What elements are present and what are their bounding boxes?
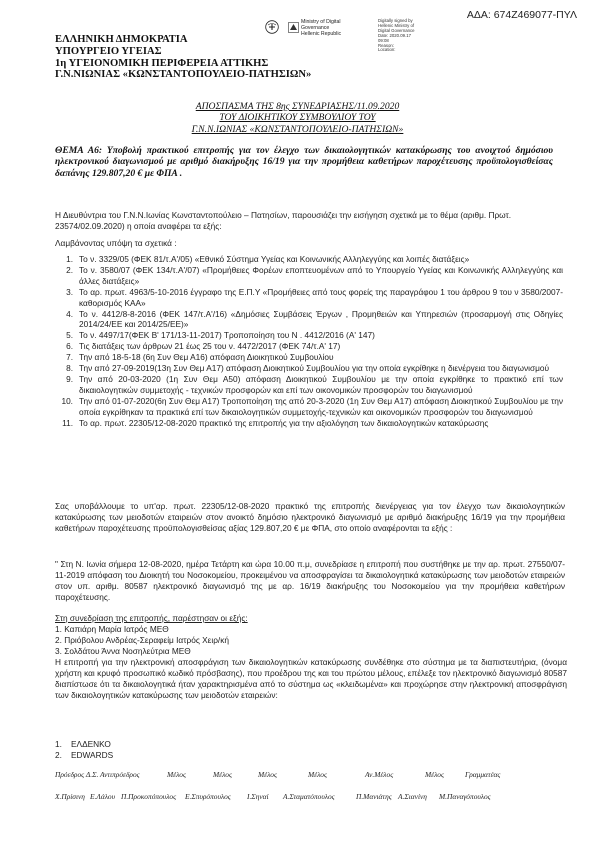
signature-role: Μέλος [213,770,232,779]
committee-section [55,613,565,657]
signature-role: Πρόεδρος Δ.Σ. Αντιπρόεδρος [55,770,140,779]
subject-label: ΘΕΜΑ Α6: [55,145,103,156]
list-item: 2. EDWARDS [55,749,114,760]
signature-roles-row [55,770,565,780]
signature-role: Μέλος [258,770,277,779]
list-item: 4. Το ν. 4412/8-8-2016 (ΦΕΚ 147/τ.Α'/16) «Δημόσιες Συμβάσεις Έργων , Προμηθειών και Υπηρεσιών (προσαρμογή στις Οδηγίες 2014/24/ΕΕ και 2014/25/ΕΕ)» [66,308,563,330]
committee-title: Στη συνεδρίαση της επιτροπής, παρέστησαν οι εξής: [55,613,248,623]
extract-line-2: ΤΟΥ ΔΙΟΙΚΗΤΙΚΟΥ ΣΥΜΒΟΥΛΙΟΥ ΤΟΥ [219,112,376,124]
considering-heading: Λαμβάνοντας υπόψη τα σχετικά : [55,238,177,248]
signature-meta-line: Hellenic Ministry of [378,22,415,28]
letterhead-line: ΥΠΟΥΡΓΕΙΟ ΥΓΕΙΑΣ [55,45,162,57]
signature-role: Μέλος [425,770,444,779]
signature-meta-line: 09:08 [378,37,389,43]
signature-meta-line: Location: [378,47,396,53]
signature-name: Χ.Πρίσινη [55,792,85,801]
list-item: 11. Το αρ. πρωτ. 22305/12-08-2020 πρακτικό της επιτροπής για την αξιολόγηση των δικαιολογητικών κατακύρωσης [62,417,489,428]
list-item: 8. Την από 27-09-2019(13η Συν Θεμ Α17) απόφαση Διοικητικού Συμβουλίου για την οποία εγκρίθηκε η διενέργεια του διαγωνισμού [66,363,550,374]
list-item: 5. Το ν. 4497/17(ΦΕΚ Β' 171/13-11-2017) Τροποποίηση του Ν . 4412/2016 (Α' 147) [66,330,375,341]
signature-meta-line: Digitally signed by [378,18,413,23]
subject-text: Υποβολή πρακτικού επιτροπής για τον έλεγχο των δικαιολογητικών κατακύρωσης του ανοιχτού δημόσιου ηλεκτρονικού διαγωνισμού με αριθμό διακήρυξης 16/19 για την προμήθεια καθετήρων παροχέτευσης προϋπολογισθείσας δαπάνης 129.807,20 € με ΦΠΑ . [55,145,553,179]
signature-name: Μ.Παναγόπουλος [439,792,491,801]
signature-meta-line: Digital Governance [378,27,415,33]
signature-name: Α.Σταματόπουλος [283,792,335,801]
subject-paragraph [55,145,553,179]
minutes-quote-paragraph: " Στη Ν. Ιωνία σήμερα 12-08-2020, ημέρα Τετάρτη και ώρα 10.00 π.μ, συνεδρίασε η επιτροπή που συστήθηκε με την αρ. πρωτ. 27550/07-11-2019 απόφαση του Διοικητή του Νοσοκομείου, προκειμένου να αποσφραγίσει τα δικαιολογητικά κατακύρωσης των μειοδοτών εταιρειών στον υπ. αριθμ. 80587 ηλεκτρονικό διαγωνισμό της με αρ. 16/19 διακήρυξης του Νοσοκομείου για την προμήθεια καθετήρων παροχέτευσης. [55,559,565,602]
hellenic-coat-of-arms-icon [265,20,279,34]
committee-member: 3. Σολδάτου Άννα Νοσηλεύτρια ΜΕΘ [55,645,191,656]
list-item: 2. Το ν. 3580/07 (ΦΕΚ 134/τ.Α'/07) «Προμήθειες Φορέων εποπτευομένων από το Υπουργείο Υγείας και Κοινωνικής Αλληλεγγύης και άλλες διατάξεις» [66,264,563,286]
letterhead-line: 1η ΥΓΕΙΟΝΟΜΙΚΗ ΠΕΡΙΦΕΡΕΙΑ ΑΤΤΙΚΗΣ [55,57,269,69]
extract-heading [0,101,595,135]
signature-role: Γραμματέας [465,770,501,779]
list-item: 7. Την από 18-5-18 (6η Συν Θεμ Α16) απόφαση Διοικητικού Συμβουλίου [66,352,334,363]
signature-name: Ε.Σπυρόπουλος [185,792,231,801]
signature-name: Ε.Λάλου [90,792,115,801]
letterhead-line: ΕΛΛΗΝΙΚΗ ΔΗΜΟΚΡΑΤΙΑ [55,34,188,45]
ministry-logo-line: Ministry of Digital [301,19,341,25]
signature-meta-line: Reason: [378,42,395,48]
ada-code: ΑΔΑ: 674Ζ469077-ΠΥΛ [466,9,577,21]
extract-line-3: Γ.Ν.Ν.ΙΩΝΙΑΣ «ΚΩΝΣΤΑΝΤΟΠΟΥΛΕΙΟ-ΠΑΤΗΣΙΩΝ» [191,123,404,135]
ministry-logo-line: Governance [301,25,330,31]
list-item: 3. Το αρ. πρωτ. 4963/5-10-2016 έγγραφο της Ε.Π.Υ «Προμήθειες από τους φορείς της παραγράφου 1 του άρθρου 9 του ν 3580/2007-καθορισμός ΚΑΑ» [66,286,563,308]
signature-name: Ι.Σηναί [247,792,269,801]
signatures-block [55,770,565,802]
ministry-logo-text [301,19,381,37]
list-item: 10. Την από 01-07-2020(6η Συν Θεμ Α17) Τροποποίηση της από 20-3-2020 (1η Συν Θεμ Α17) απόφαση Διοικητικού Συμβουλίου με την οποία εγκρίθηκαν τα πρακτικά επί των δικαιολογητικών συμμετοχής-τεχνικών και οικονομικών προσφορών του διαγωνισμού [61,395,563,417]
list-item: 1. Το ν. 3329/05 (ΦΕΚ 81/τ.Α'/05) «Εθνικό Σύστημα Υγείας και Κοινωνικής Αλληλεγγύης και λοιπές διατάξεις» [66,254,470,264]
list-item: 9. Την από 20-03-2020 (1η Συν Θεμ Α50) απόφαση Διοικητικού Συμβουλίου με την οποία εγκρίθηκε το πρακτικό επί των δικαιολογητικών συμμετοχής - τεχνικών προσφορών και επί των οικονομικών προσφορών του διαγωνισμού [66,373,563,395]
submission-paragraph: Σας υποβάλλουμε το υπ'αρ. πρωτ. 22305/12-08-2020 πρακτικό της επιτροπής διενέργειας για τον έλεγχο των δικαιολογητικών κατακύρωσης των μειοδοτών εταιρειών στον ανοικτό δημόσιο ηλεκτρονικό διαγωνισμό με αριθμό διακήρυξης 16/19 για την προμήθεια καθετήρων παροχέτευσης προϋπολογισθείσας αξίας 129.807,20 € με ΦΠΑ, στο οποίο αναφέρονται τα εξής : [55,501,565,533]
signature-role: Μέλος [308,770,327,779]
signature-meta-line: Date: 2020.09.17 [378,32,411,38]
references-list [55,254,563,429]
signature-names-row [55,792,565,802]
signature-name: Π.Προκοπόπουλος [121,792,177,801]
signature-name: Π.Μανιάτης [356,792,392,801]
extract-line-1: ΑΠΟΣΠΑΣΜΑ ΤΗΣ 8ης ΣΥΝΕΔΡΙΑΣΗΣ/11.09.2020 [195,101,400,112]
digital-signature-meta [378,19,468,53]
ministry-logo-line: Hellenic Republic [301,31,342,37]
letterhead [55,34,311,81]
ministry-logo-icon [288,20,299,31]
signature-role: Μέλος [167,770,186,779]
signature-role: Αν.Μέλος [365,770,394,779]
committee-member: 2. Πριόβολου Ανδρέας-Σεραφείμ Ιατρός Χειρ/κή [55,634,230,645]
list-item: 6. Τις διατάξεις των άρθρων 21 έως 25 του ν. 4472/2017 (ΦΕΚ 74/τ.Α' 17) [66,341,341,352]
committee-member: 1. Καπιάρη Μαρία Ιατρός ΜΕΘ [55,623,169,634]
letterhead-line: Γ.Ν.ΝΙΩΝΙΑΣ «ΚΩΝΣΤΑΝΤΟΠΟΥΛΕΙΟ-ΠΑΤΗΣΙΩΝ» [55,69,312,81]
signature-name: Α.Σιανίνη [398,792,427,801]
intro-paragraph: Η Διευθύντρια του Γ.Ν.Ν.Ιωνίας Κωνσταντοπούλειο – Πατησίων, παρουσιάζει την εισήγηση σχετικά με το θέμα (αριθμ. Πρωτ. 23574/02.09.2020) η οποία αναφέρει τα εξής: [55,210,512,231]
procedure-paragraph: Η επιτροπή για την ηλεκτρονική αποσφράγιση των δικαιολογητικών κατακύρωσης συνδέθηκε στο σύστημα με τα διαπιστευτήρια, (όνομα χρήστη και κρυφό προσωπικό κωδικό πρόσβασης), που προέδρου της και του πρώτου μέλους, επέλεξε τον ηλεκτρονικό διαγωνισμό 80587 διαπίστωσε ότι τα δικαιολογητικά ήταν χαρακτηρισμένα από το σύστημα ως «κλειδωμένα» και προχώρησε στην ηλεκτρονική αποσφράγιση των δικαιολογητικών κατακύρωσης των μειοδοτών εταιρειών: [55,657,567,700]
companies-list [55,739,565,761]
list-item: 1. ΕΛΔΕΝΚΟ [55,739,111,749]
